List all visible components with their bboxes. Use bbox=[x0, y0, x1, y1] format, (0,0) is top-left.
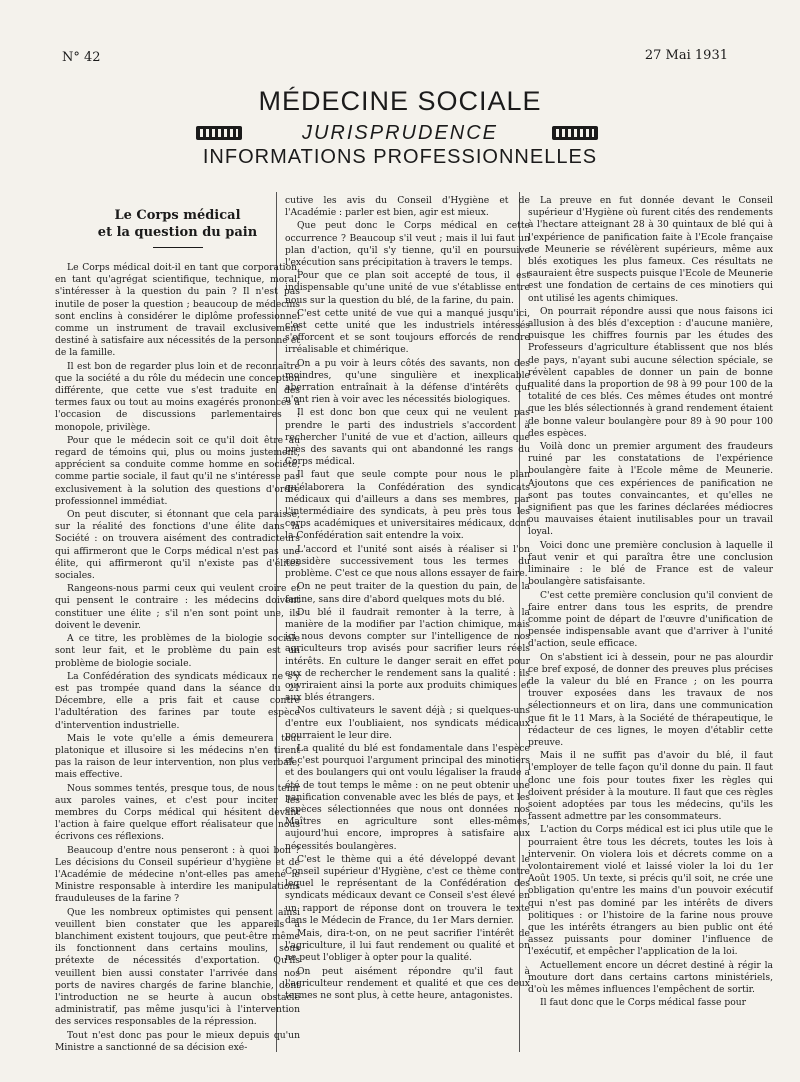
article-title-line: et la question du pain bbox=[97, 225, 258, 240]
article-title bbox=[55, 207, 300, 241]
ornament-right-icon bbox=[552, 126, 598, 140]
title-rule bbox=[153, 247, 203, 248]
paragraph: Du blé il faudrait remonter à la terre, à la manière de la modifier par l'action chimique, mais ici nous devons compter sur l'intelligence de nos agriculteurs trop avisés pour sacrifier leurs réels intérêts. En culture le danger serait en effet pour eux de rechercher le rendement sans la qualité : ils ouvriraient ainsi la porte aux produits chimiques et aux blés étrangers. bbox=[285, 606, 530, 704]
page-title: MÉDECINE SOCIALE bbox=[258, 86, 542, 116]
paragraph: cutive les avis du Conseil d'Hygiène et de l'Académie : parler est bien, agir est mieux. bbox=[285, 195, 530, 219]
paragraph: Mais, dira-t-on, on ne peut sacrifier l'intérêt de l'agriculture, il lui faut rendement ou qualité et on ne peut l'obliger à opter pour la qualité. bbox=[285, 927, 530, 964]
paragraph: Beaucoup d'entre nous penseront : à quoi bon ? Les décisions du Conseil supérieur d'hygiène et de l'Académie de médecine n'ont-elles pas amené le Ministre responsable à interdire les manipulations frauduleuses de la farine ? bbox=[55, 844, 300, 905]
paragraph: Nous sommes tentés, presque tous, de nous tenir aux paroles vaines, et c'est pour inciter les membres du Corps médical qui hésitent devant l'action à faire quelque effort réalisateur que nous écrivons ces réflexions. bbox=[55, 782, 300, 843]
paragraph: Voilà donc un premier argument des fraudeurs ruiné par les constatations de l'expérience boulangère faite à l'Ecole même de Meunerie. Ajoutons que ces expériences de panification ne sont pas toutes convaincantes, et qu'elles ne signifient pas que les farines déclarées médiocres ou mauvaises étaient inutilisables pour un travail loyal. bbox=[528, 441, 773, 538]
paragraph: On peut discuter, si étonnant que cela paraisse, sur la réalité des fonctions d'une élite dans la Société : on trouvera aisément des contradicteurs qui affirmeront que le Corps médical n'est pas une élite, qui affirmeront qu'il n'existe pas d'élites sociales. bbox=[55, 509, 300, 582]
paragraph: Rangeons-nous parmi ceux qui veulent croire et qui pensent le contraire : les médecins doivent constituer une élite ; s'il n'en sont point une, ils doivent le devenir. bbox=[55, 583, 300, 631]
section-subtitle-informations: INFORMATIONS PROFESSIONNELLES bbox=[202, 146, 598, 168]
paragraph: Il faut que seule compte pour nous le plan qu'élaborera la Confédération des syndicats médicaux qui d'ailleurs a dans ses membres, par l'intermédiaire des syndicats, à peu près tous les corps académiques et universitaires médicaux, dont la Confédération sait entendre la voix. bbox=[285, 469, 530, 542]
paragraph: Mais il ne suffit pas d'avoir du blé, il faut l'employer de telle façon qu'il donne du pain. Il faut donc une fois pour toutes fixer les règles qui doivent présider à la mouture. Il faut que ces règles soient adoptées par tous les médecins, qu'ils les fassent admettre par les consommateurs. bbox=[528, 750, 773, 823]
paragraph: Il est bon de regarder plus loin et de reconnaître que la société a du rôle du médecin une conception différente, que cette vue s'est traduite en des termes faux ou tout au moins exagérés prononcés à l'occasion de discussions parlementaires : monopole, privilège. bbox=[55, 360, 300, 433]
paragraph: C'est cette première conclusion qu'il convient de faire entrer dans tous les esprits, de prendre comme point de départ de l'œuvre d'unification de pensée indispensable avant que d'arriver à l'unité d'action, seule efficace. bbox=[528, 589, 773, 650]
paragraph: Pour que le médecin soit ce qu'il doit être au regard de témoins qui, plus ou moins justement, apprécient sa conduite comme homme en société, comme partie sociale, il faut qu'il ne s'intéresse pas exclusivement à la solution des questions d'ordre professionnel immédiat. bbox=[55, 434, 300, 507]
issue-date: 27 Mai 1931 bbox=[644, 48, 728, 63]
paragraph: Actuellement encore un décret destiné à régir la mouture dort dans certains cartons ministériels, d'où les mêmes influences l'empêchent de sortir. bbox=[528, 959, 773, 995]
paragraph: A ce titre, les problèmes de la biologie sociale sont leur fait, et le problème du pain est un problème de biologie sociale. bbox=[55, 633, 300, 669]
paragraph: Voici donc une première conclusion à laquelle il faut venir et qui paraîtra être une conclusion liminaire : le blé de France est de valeur boulangère satisfaisante. bbox=[528, 539, 773, 588]
paragraph: Pour que ce plan soit accepté de tous, il est indispensable qu'une unité de vue s'établisse entre nous sur la question du blé, de la farine, du pain. bbox=[285, 270, 530, 306]
paragraph: On s'abstient ici à dessein, pour ne pas alourdir ce bref exposé, de donner des preuves plus précises de la valeur du blé en France ; on les pourra trouver exposées dans les travaux de nos sélectionneurs et on lira, dans une communication que fit le 11 Mars, à la Société de thérapeutique, le rédacteur de ces lignes, le moyen d'établir cette preuve. bbox=[528, 651, 773, 748]
paragraph: La qualité du blé est fondamentale dans l'espèce et c'est pourquoi l'argument principal des minotiers et des boulangers qui ont voulu légaliser la fraude a été de tout temps le même : on ne peut obtenir une panification convenable avec les blés de pays, et les espèces sélectionnées que nous ont données nos Maîtres en agriculture sont elles-mêmes, aujourd'hui encore, impropres à satisfaire aux nécessités boulangères. bbox=[285, 742, 530, 852]
paragraph: On a pu voir à leurs côtés des savants, non des moindres, qu'une singulière et inexplicable aberration entraînait à la défense d'intérêts qui n'ont rien à voir avec les nécessités biologiques. bbox=[285, 357, 530, 406]
paragraph: Que peut donc le Corps médical en cette occurrence ? Beaucoup s'il veut ; mais il lui faut un plan d'action, qu'il s'y tienne, qu'il en poursuive l'exécution sans précipitation à travers le temps. bbox=[285, 220, 530, 269]
paragraph: Il est donc bon que ceux qui ne veulent pas prendre le parti des industriels s'accordent à rechercher l'unité de vue et d'action, ailleurs que près des savants qui ont abandonné les rangs du Corps médical. bbox=[285, 407, 530, 468]
paragraph: Nos cultivateurs le savent déjà ; si quelques-uns d'entre eux l'oubliaient, nos syndicats médicaux pourraient le leur dire. bbox=[285, 705, 530, 741]
paragraph: La preuve en fut donnée devant le Conseil supérieur d'Hygiène où furent cités des rendements à l'hectare atteignant 28 à 30 quintaux de blé qui à l'expérience de panification faite à l'Ecole française de Meunerie se révélèrent supérieurs, même aux blés exotiques les plus fameux. Ces résultats ne sauraient être suspects puisque l'Ecole de Meunerie est une fondation de certains de ces minotiers qui ont utilisé les agents chimiques. bbox=[528, 195, 773, 304]
paragraph: On pourrait répondre aussi que nous faisons ici allusion à des blés d'exception : d'aucune manière, puisque les chiffres fournis par les études des Professeurs d'agriculture établissent que nos blés de pays, n'ayant subi aucune sélection spéciale, se révèlent capables de donner un pain de bonne qualité dans la proportion de 98 à 99 pour 100 de la totalité de ces blés. Ces mêmes études ont montré que les blés sélectionnés à grand rendement étaient de bonne valeur boulangère pour 89 à 90 pour 100 des espèces. bbox=[528, 305, 773, 439]
section-subtitle-jurisprudence: JURISPRUDENCE bbox=[301, 122, 499, 144]
paragraph: C'est cette unité de vue qui a manqué jusqu'ici, c'est cette unité que les industriels intéressés s'efforcent et se sont toujours efforcés de rendre irréalisable et chimérique. bbox=[285, 307, 530, 356]
paragraph: La Confédération des syndicats médicaux ne s'y est pas trompée quand dans la séance du 21 Décembre, elle a pris fait et cause contre l'adultération des farines par toute espèce d'intervention industrielle. bbox=[55, 670, 300, 731]
paragraph: Mais le vote qu'elle a émis demeurera tout platonique et illusoire si les médecins n'en tirent pas la raison de leur intervention, non plus verbale, mais effective. bbox=[55, 732, 300, 781]
column-3 bbox=[528, 195, 773, 1055]
paragraph: Le Corps médical doit-il en tant que corporation, en tant qu'agrégat scientifique, technique, moral, s'intéresser à la question du pain ? Il n'est pas inutile de poser la question ; beaucoup de médecins sont enclins à considérer le diplôme professionnel comme un instrument de travail exclusivement destiné à satisfaire aux nécessités de la personne et de la famille. bbox=[55, 262, 300, 359]
paragraph: Il faut donc que le Corps médical fasse pour bbox=[540, 997, 747, 1009]
paragraph: Que les nombreux optimistes qui pensent ainsi veuillent bien constater que les appareils à blanchiment existent toujours, que peut-être même ils fonctionnent dans certains moulins, sous prétexte de nécessités d'exportation. Qu'ils veuillent bien aussi constater l'arrivée dans nos ports de navires chargés de farine blanchie, dont l'introduction ne se heurte à aucun obstacle administratif, pas même jusqu'ici à l'intervention des services responsables de la répression. bbox=[55, 906, 300, 1028]
paragraph: C'est le thème qui a été développé devant le Conseil supérieur d'Hygiène, c'est ce thème contre lequel le représentant de la Confédération des syndicats médicaux devant ce Conseil s'est élevé en un rapport de réponse dont on trouvera le texte dans le Médecin de France, du 1er Mars dernier. bbox=[285, 853, 530, 926]
column-1 bbox=[55, 195, 300, 1055]
column-2 bbox=[285, 195, 530, 1055]
paragraph: L'action du Corps médical est ici plus utile que le pourraient être tous les décrets, toutes les lois à intervenir. On violera lois et décrets comme on a volontairement violé et laissé violer la loi du 1er Août 1905. Un texte, si précis qu'il soit, ne crée une obligation qu'entre les mains d'un pouvoir exécutif qui n'est pas dominé par les intérêts de divers politiques : or l'histoire de la farine nous prouve que les intérêts étrangers au bien public ont été assez puissants pour dominer l'influence de l'exécutif, et empêcher l'application de la loi. bbox=[528, 824, 773, 958]
paragraph: Tout n'est donc pas pour le mieux depuis qu'un Ministre a sanctionné de sa décision exé- bbox=[55, 1029, 300, 1053]
issue-number: N° 42 bbox=[62, 50, 101, 65]
article-title-line: Le Corps médical bbox=[114, 208, 241, 223]
paragraph: On peut aisément répondre qu'il faut à l'agriculteur rendement et qualité et que ces deux termes ne sont plus, à cette heure, antagonistes. bbox=[285, 965, 530, 1001]
paragraph: L'accord et l'unité sont aisés à réaliser si l'on considère successivement tous les termes du problème. C'est ce que nous allons essayer de faire. bbox=[285, 543, 530, 580]
paragraph: On ne peut traiter de la question du pain, de la farine, sans dire d'abord quelques mots du blé. bbox=[285, 581, 530, 605]
